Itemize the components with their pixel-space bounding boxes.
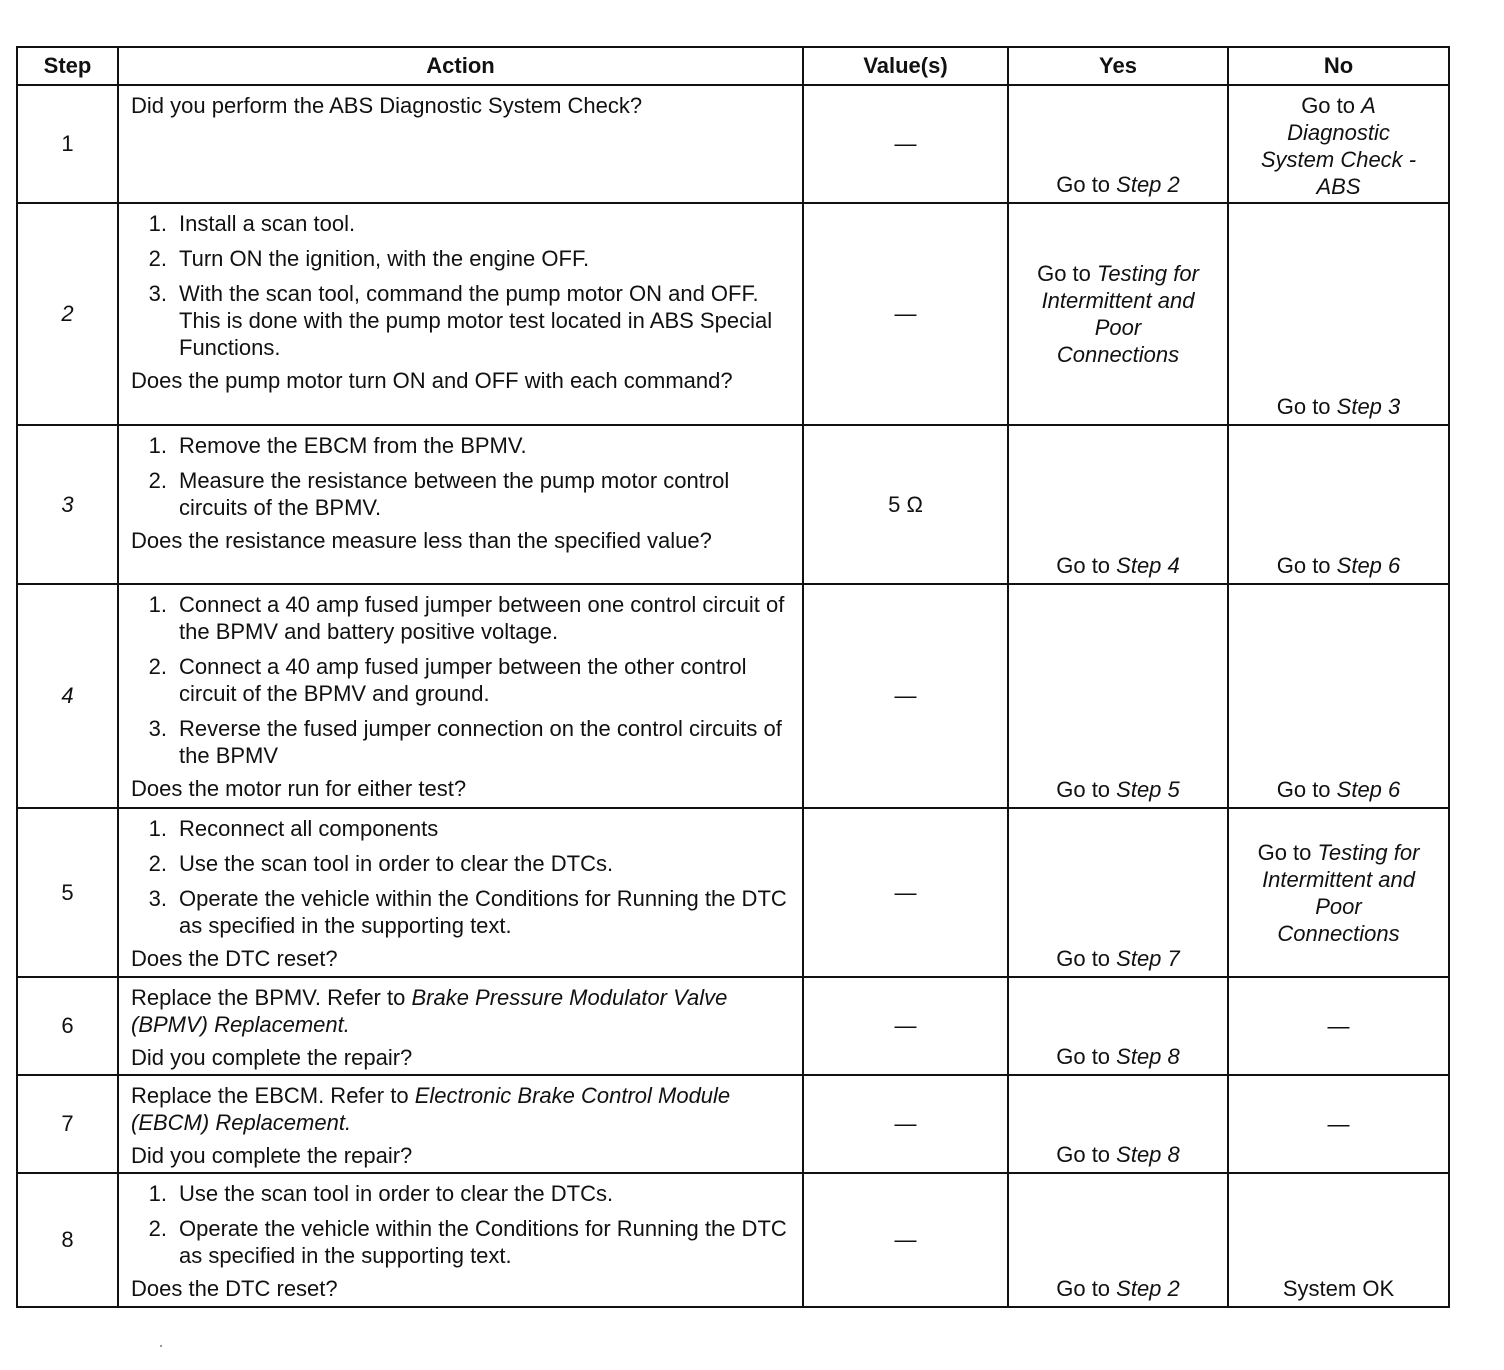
value-cell: — [803,584,1008,808]
list-item: 2. Turn ON the ignition, with the engine OFF. [148,246,590,271]
action-question: Did you complete the repair? [131,1143,413,1168]
list-item: 2. Use the scan tool in order to clear the DTCs. [148,851,614,876]
action-question: Does the DTC reset? [131,946,338,971]
table-row [17,1173,1449,1307]
table-row [17,425,1449,584]
action-cell [118,203,803,425]
table-row [17,203,1449,425]
header-yes: Yes [1008,47,1228,85]
action-cell [118,977,803,1075]
no-link[interactable]: Testing for Intermittent and Poor Connections [1262,840,1420,946]
yes-link[interactable]: Step 5 [1116,777,1180,802]
step-number: 2 [17,203,118,425]
yes-cell [1008,425,1228,584]
table-row [17,977,1449,1075]
no-prefix: Go to [1276,553,1337,578]
yes-prefix: Go to [1056,172,1117,197]
action-question: Does the pump motor turn ON and OFF with each command? [131,368,733,393]
action-steps [131,591,792,769]
value-cell: — [803,977,1008,1075]
action-steps [131,815,792,939]
no-link[interactable]: Step 6 [1336,777,1401,802]
yes-cell [1008,1173,1228,1307]
no-text: System OK [1282,1276,1395,1301]
no-cell [1228,1075,1449,1173]
no-prefix: Go to [1276,777,1337,802]
no-cell [1228,808,1449,977]
step-number: 8 [17,1173,118,1307]
value-cell: — [803,203,1008,425]
action-cell [118,425,803,584]
yes-prefix: Go to [1056,777,1117,802]
action-cell [118,1075,803,1173]
list-item: 1. Remove the EBCM from the BPMV. [148,433,527,458]
no-cell [1228,203,1449,425]
step-number: 4 [17,584,118,808]
header-action: Action [118,47,803,85]
no-text: — [1327,1111,1350,1137]
table-row [17,1075,1449,1173]
no-link[interactable]: Step 3 [1336,394,1401,419]
yes-prefix: Go to [1056,553,1117,578]
yes-link[interactable]: Step 8 [1116,1044,1180,1069]
yes-cell [1008,203,1228,425]
yes-cell [1008,85,1228,203]
list-item: 2. Connect a 40 amp fused jumper between the other control circuit of the BPMV and ground. [148,654,747,706]
yes-cell [1008,584,1228,808]
yes-link[interactable]: Step 8 [1116,1142,1180,1167]
list-item: 1. Connect a 40 amp fused jumper between one control circuit of the BPMV and battery positive voltage. [148,592,785,644]
action-instruction: Replace the BPMV. Refer to Brake Pressure Modulator Valve (BPMV) Replacement. [131,985,728,1037]
list-item: 2. Measure the resistance between the pump motor control circuits of the BPMV. [148,468,730,520]
yes-link[interactable]: Step 2 [1116,172,1180,197]
no-cell [1228,85,1449,203]
action-steps [131,1180,792,1269]
header-step: Step [17,47,118,85]
yes-prefix: Go to [1056,946,1117,971]
list-item: 3. Reverse the fused jumper connection on the control circuits of the BPMV [148,716,782,768]
step-number: 5 [17,808,118,977]
step-number: 7 [17,1075,118,1173]
no-prefix: Go to [1301,93,1362,118]
action-steps [131,432,792,521]
step-number: 1 [17,85,118,203]
scan-speck [160,1345,162,1347]
yes-prefix: Go to [1056,1044,1117,1069]
list-item: 1. Reconnect all components [148,816,439,841]
diagnostic-table [16,46,1450,1308]
step-number: 6 [17,977,118,1075]
no-cell [1228,584,1449,808]
list-item: 2. Operate the vehicle within the Conditions for Running the DTC as specified in the supporting text. [148,1216,787,1268]
no-prefix: Go to [1257,840,1318,865]
yes-prefix: Go to [1037,261,1097,286]
no-cell [1228,1173,1449,1307]
value-cell: — [803,1173,1008,1307]
value-cell: 5 Ω [803,425,1008,584]
yes-link[interactable]: Step 4 [1116,553,1180,578]
header-no: No [1228,47,1449,85]
yes-prefix: Go to [1056,1142,1117,1167]
action-cell [118,85,803,203]
action-question: Does the resistance measure less than the specified value? [131,528,712,553]
yes-cell [1008,808,1228,977]
list-item: 3. Operate the vehicle within the Conditions for Running the DTC as specified in the supporting text. [148,886,787,938]
no-link[interactable]: Step 6 [1336,553,1401,578]
yes-link[interactable]: Step 2 [1116,1276,1180,1301]
action-question: Does the motor run for either test? [131,776,467,801]
step-number: 3 [17,425,118,584]
list-item: 1. Install a scan tool. [148,211,356,236]
procedure-link[interactable]: Electronic Brake Control Module (EBCM) Replacement. [131,1083,731,1135]
yes-link[interactable]: Testing for Intermittent and Poor Connections [1041,261,1199,367]
action-cell [118,1173,803,1307]
value-cell: — [803,1075,1008,1173]
value-cell: — [803,85,1008,203]
action-cell [118,808,803,977]
table-row [17,85,1449,203]
action-steps [131,210,792,361]
list-item: 3. With the scan tool, command the pump motor ON and OFF. This is done with the pump motor test located in ABS Special Functions. [148,281,773,360]
no-link[interactable]: A Diagnostic System Check - ABS [1260,93,1417,199]
procedure-link[interactable]: Brake Pressure Modulator Valve (BPMV) Replacement. [131,985,728,1037]
action-question: Did you perform the ABS Diagnostic System Check? [131,93,643,118]
header-values: Value(s) [803,47,1008,85]
action-question: Does the DTC reset? [131,1276,338,1301]
list-item: 1. Use the scan tool in order to clear the DTCs. [148,1181,614,1206]
yes-link[interactable]: Step 7 [1116,946,1180,971]
yes-cell [1008,1075,1228,1173]
yes-prefix: Go to [1056,1276,1117,1301]
table-row [17,584,1449,808]
no-cell [1228,977,1449,1075]
action-question: Did you complete the repair? [131,1045,413,1070]
no-prefix: Go to [1276,394,1337,419]
no-cell [1228,425,1449,584]
table-row [17,808,1449,977]
action-instruction: Replace the EBCM. Refer to Electronic Brake Control Module (EBCM) Replacement. [131,1083,731,1135]
yes-cell [1008,977,1228,1075]
value-cell: — [803,808,1008,977]
header-row [17,47,1449,85]
no-text: — [1327,1013,1350,1039]
action-cell [118,584,803,808]
